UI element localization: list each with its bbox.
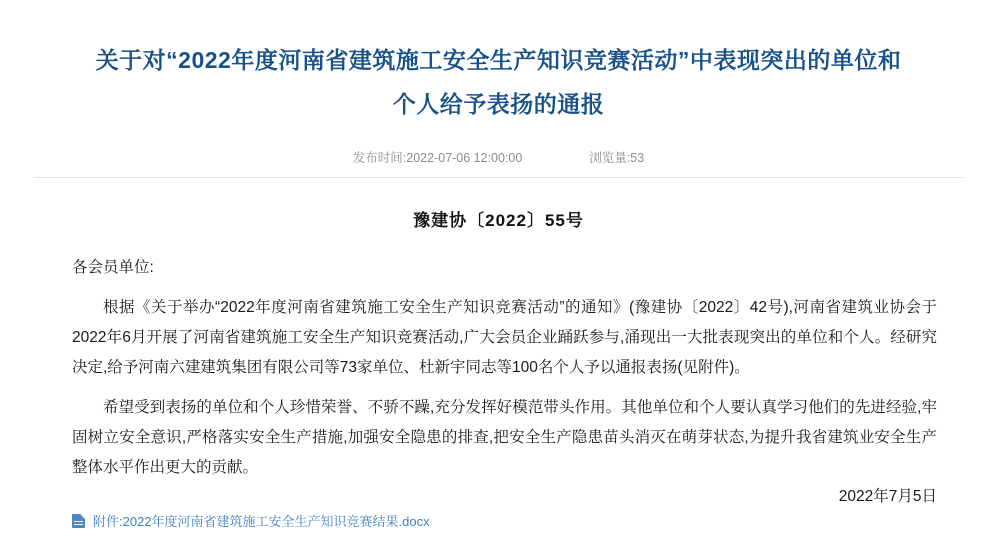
attachment-row[interactable]	[34, 511, 963, 530]
attachment-link[interactable]: 附件:2022年度河南省建筑施工安全生产知识竞赛结果.docx	[93, 514, 430, 529]
salutation: 各会员单位:	[72, 259, 154, 276]
page-title: 关于对“2022年度河南省建筑施工安全生产知识竞赛活动”中表现突出的单位和个人给予表扬的通报	[95, 47, 902, 117]
body-paragraph-1: 根据《关于举办“2022年度河南省建筑施工安全生产知识竞赛活动”的通知》(豫建协〔2022〕42号),河南省建筑业协会于2022年6月开展了河南省建筑施工安全生产知识竞赛活动,广大会员企业踊跃参与,涌现出一大批表现突出的单位和个人。经研究决定,给予河南六建建筑集团有限公司等73家单位、杜新宇同志等100名个人予以通报表扬(见附件)。	[72, 299, 937, 376]
document-attachment-icon	[72, 514, 87, 528]
document-body	[34, 253, 963, 483]
view-count: 浏览量:53	[589, 151, 645, 165]
body-paragraph-2: 希望受到表扬的单位和个人珍惜荣誉、不骄不躁,充分发挥好模范带头作用。其他单位和个人要认真学习他们的先进经验,牢固树立安全意识,严格落实安全生产措施,加强安全隐患的排查,把安全生产隐患苗头消灭在萌芽状态,为提升我省建筑业安全生产整体水平作出更大的贡献。	[72, 399, 937, 476]
publish-time: 发布时间:2022-07-06 12:00:00	[352, 151, 523, 165]
document-date: 2022年7月5日	[838, 488, 937, 505]
document-meta-bar	[34, 148, 963, 178]
document-number: 豫建协〔2022〕55号	[413, 211, 584, 230]
